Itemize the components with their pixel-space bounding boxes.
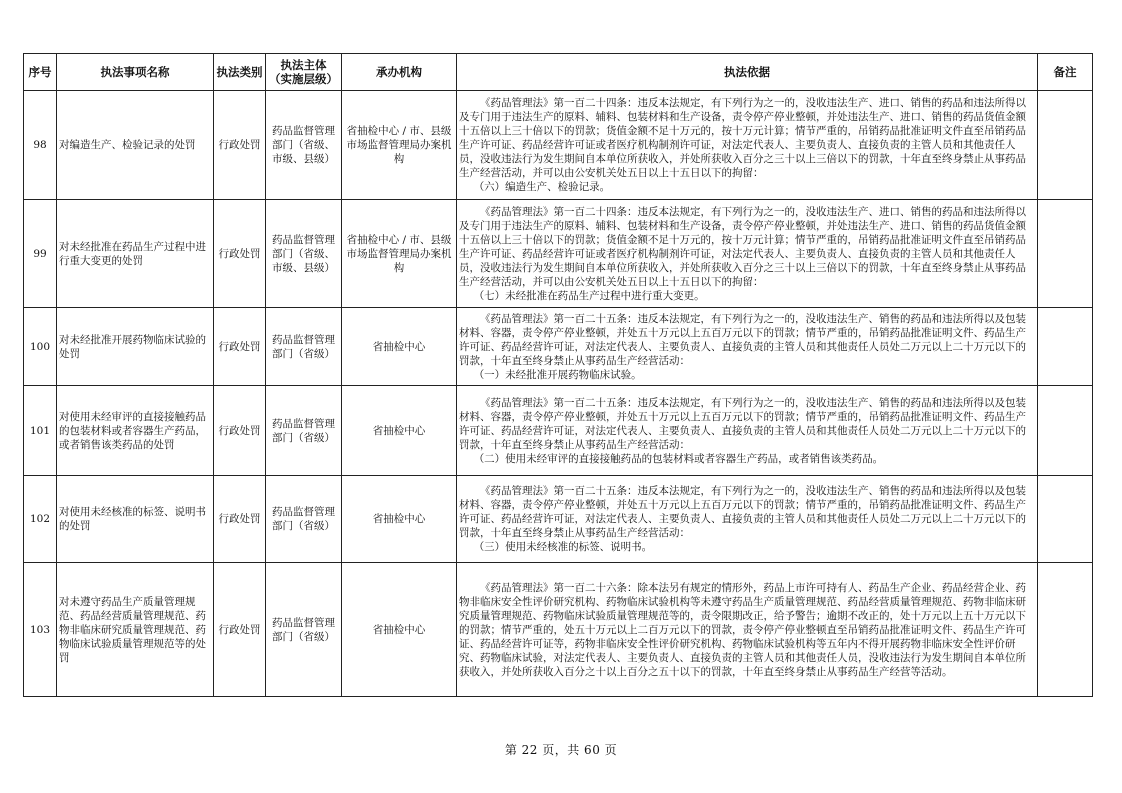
row-org: 省抽检中心 / 市、县级市场监督管理局办案机构: [342, 91, 457, 200]
table-row: [24, 308, 1093, 386]
basis-item: （七）未经批准在药品生产过程中进行重大变更。: [473, 289, 705, 302]
table-row: [24, 91, 1093, 200]
row-subject: 药品监督管理部门（省级、市级、县级）: [266, 91, 342, 200]
header-note: 备注: [1038, 54, 1093, 91]
row-name: 对使用未经核准的标签、说明书的处罚: [57, 476, 214, 563]
basis-item: （三）使用未经核准的标签、说明书。: [473, 541, 653, 553]
row-basis: [457, 91, 1038, 200]
row-type: 行政处罚: [214, 200, 266, 308]
table-row: [24, 200, 1093, 308]
basis-item: （六）编造生产、检验记录。: [473, 181, 611, 193]
row-name: 对未遵守药品生产质量管理规范、药品经营质量管理规范、药物非临床研究质量管理规范、药物临床试验质量管理规范等的处罚: [57, 563, 214, 697]
header-type: 执法类别: [214, 54, 266, 91]
row-basis: [457, 308, 1038, 386]
row-note: [1038, 386, 1093, 476]
row-basis: [457, 563, 1038, 697]
header-basis: 执法依据: [457, 54, 1038, 91]
basis-text: 《药品管理法》第一百二十六条：除本法另有规定的情形外，药品上市许可持有人、药品生产企业、药品经营企业、药物非临床安全性评价研究机构、药物临床试验机构等未遵守药品生产质量管理规范、药品经营质量管理规范、药物非临床研究质量管理规范、药物临床试验质量管理规范等的，责令限期改正，给予警告；逾期不改正的，处十万元以上五十万元以下的罚款；情节严重的，处五十万元以上二百万元以下的罚款，责令停产停业整顿直至吊销药品批准证明文件、药品生产许可证、药品经营许可证等，药物非临床安全性评价研究机构、药物临床试验机构等五年内不得开展药物非临床安全性评价研究、药物临床试验，对法定代表人、主要负责人、直接负责的主管人员和其他责任人员，没收违法行为发生期间自本单位所获收入，并处所获收入百分之十以上百分之五十以下的罚款，十年直至终身禁止从事药品生产经营等活动。: [459, 581, 1026, 678]
row-org: 省抽检中心: [342, 563, 457, 697]
basis-text: 《药品管理法》第一百二十五条：违反本法规定，有下列行为之一的，没收违法生产、销售的药品和违法所得以及包装材料、容器，责令停产停业整顿，并处五十万元以上五百万元以下的罚款；情节严重的，吊销药品批准证明文件、药品生产许可证、药品经营许可证，对法定代表人、主要负责人、直接负责的主管人员和其他责任人员处二万元以上二十万元以下的罚款，十年直至终身禁止从事药品生产经营活动：: [459, 485, 1026, 539]
row-no: 99: [24, 200, 57, 308]
header-no: 序号: [24, 54, 57, 91]
header-name: 执法事项名称: [57, 54, 214, 91]
row-name: 对编造生产、检验记录的处罚: [57, 91, 214, 200]
row-basis: [457, 200, 1038, 308]
basis-text: 《药品管理法》第一百二十五条：违反本法规定，有下列行为之一的，没收违法生产、销售的药品和违法所得以及包装材料、容器，责令停产停业整顿，并处五十万元以上五百万元以下的罚款；情节严重的，吊销药品批准证明文件、药品生产许可证、药品经营许可证，对法定代表人、主要负责人、直接负责的主管人员和其他责任人员处二万元以上二十万元以下的罚款，十年直至终身禁止从事药品生产经营活动：: [459, 312, 1026, 367]
row-no: 100: [24, 308, 57, 386]
row-org: 省抽检中心: [342, 386, 457, 476]
enforcement-table: [23, 53, 1093, 697]
row-no: 102: [24, 476, 57, 563]
row-note: [1038, 476, 1093, 563]
row-no: 103: [24, 563, 57, 697]
row-no: 101: [24, 386, 57, 476]
row-note: [1038, 200, 1093, 308]
table-row: [24, 476, 1093, 563]
row-subject: 药品监督管理部门（省级）: [266, 308, 342, 386]
row-note: [1038, 91, 1093, 200]
header-subject: [266, 54, 342, 91]
row-type: 行政处罚: [214, 563, 266, 697]
header-subject-line1: 执法主体: [280, 58, 327, 72]
row-subject: 药品监督管理部门（省级）: [266, 476, 342, 563]
basis-text: 《药品管理法》第一百二十四条：违反本法规定，有下列行为之一的，没收违法生产、进口、销售的药品和违法所得以及专门用于违法生产的原料、辅料、包装材料和生产设备，责令停产停业整顿，并处违法生产、进口、销售的药品货值金额十五倍以上三十倍以下的罚款；货值金额不足十万元的，按十万元计算；情节严重的，吊销药品批准证明文件直至吊销药品生产许可证、药品经营许可证或者医疗机构制剂许可证，对法定代表人、主要负责人、直接负责的主管人员和其他责任人员，没收违法行为发生期间自本单位所获收入，并处所获收入百分之三十以上三倍以下的罚款，十年直至终身禁止从事药品生产经营活动，并可以由公安机关处五日以上十五日以下的拘留：: [459, 205, 1026, 288]
header-row: [24, 54, 1093, 91]
row-subject: 药品监督管理部门（省级）: [266, 563, 342, 697]
row-name: 对未经批准开展药物临床试验的处罚: [57, 308, 214, 386]
row-org: 省抽检中心: [342, 476, 457, 563]
row-org: 省抽检中心: [342, 308, 457, 386]
row-org: 省抽检中心 / 市、县级市场监督管理局办案机构: [342, 200, 457, 308]
basis-item: （二）使用未经审评的直接接触药品的包装材料或者容器生产药品，或者销售该类药品。: [473, 452, 884, 465]
header-org: 承办机构: [342, 54, 457, 91]
table-row: [24, 563, 1093, 697]
row-type: 行政处罚: [214, 91, 266, 200]
row-basis: [457, 386, 1038, 476]
header-subject-line2: （实施层级）: [269, 72, 338, 86]
row-type: 行政处罚: [214, 386, 266, 476]
row-name: 对使用未经审评的直接接触药品的包装材料或者容器生产药品，或者销售该类药品的处罚: [57, 386, 214, 476]
row-subject: 药品监督管理部门（省级）: [266, 386, 342, 476]
row-note: [1038, 308, 1093, 386]
basis-item: （一）未经批准开展药物临床试验。: [473, 368, 642, 381]
row-type: 行政处罚: [214, 308, 266, 386]
row-type: 行政处罚: [214, 476, 266, 563]
basis-text: 《药品管理法》第一百二十五条：违反本法规定，有下列行为之一的，没收违法生产、销售的药品和违法所得以及包装材料、容器，责令停产停业整顿，并处五十万元以上五百万元以下的罚款；情节严重的，吊销药品批准证明文件、药品生产许可证、药品经营许可证，对法定代表人、主要负责人、直接负责的主管人员和其他责任人员处二万元以上二十万元以下的罚款，十年直至终身禁止从事药品生产经营活动：: [459, 396, 1026, 451]
basis-text: 《药品管理法》第一百二十四条：违反本法规定，有下列行为之一的，没收违法生产、进口、销售的药品和违法所得以及专门用于违法生产的原料、辅料、包装材料和生产设备，责令停产停业整顿，并处违法生产、进口、销售的药品货值金额十五倍以上三十倍以下的罚款；货值金额不足十万元的，按十万元计算；情节严重的，吊销药品批准证明文件直至吊销药品生产许可证、药品经营许可证或者医疗机构制剂许可证，对法定代表人、主要负责人、直接负责的主管人员和其他责任人员，没收违法行为发生期间自本单位所获收入，并处所获收入百分之三十以上三倍以下的罚款，十年直至终身禁止从事药品生产经营活动，并可以由公安机关处五日以上十五日以下的拘留：: [459, 97, 1026, 179]
row-name: 对未经批准在药品生产过程中进行重大变更的处罚: [57, 200, 214, 308]
row-no: 98: [24, 91, 57, 200]
table-row: [24, 386, 1093, 476]
row-basis: [457, 476, 1038, 563]
row-note: [1038, 563, 1093, 697]
row-subject: 药品监督管理部门（省级、市级、县级）: [266, 200, 342, 308]
page-footer: 第 22 页，共 60 页: [504, 743, 618, 757]
